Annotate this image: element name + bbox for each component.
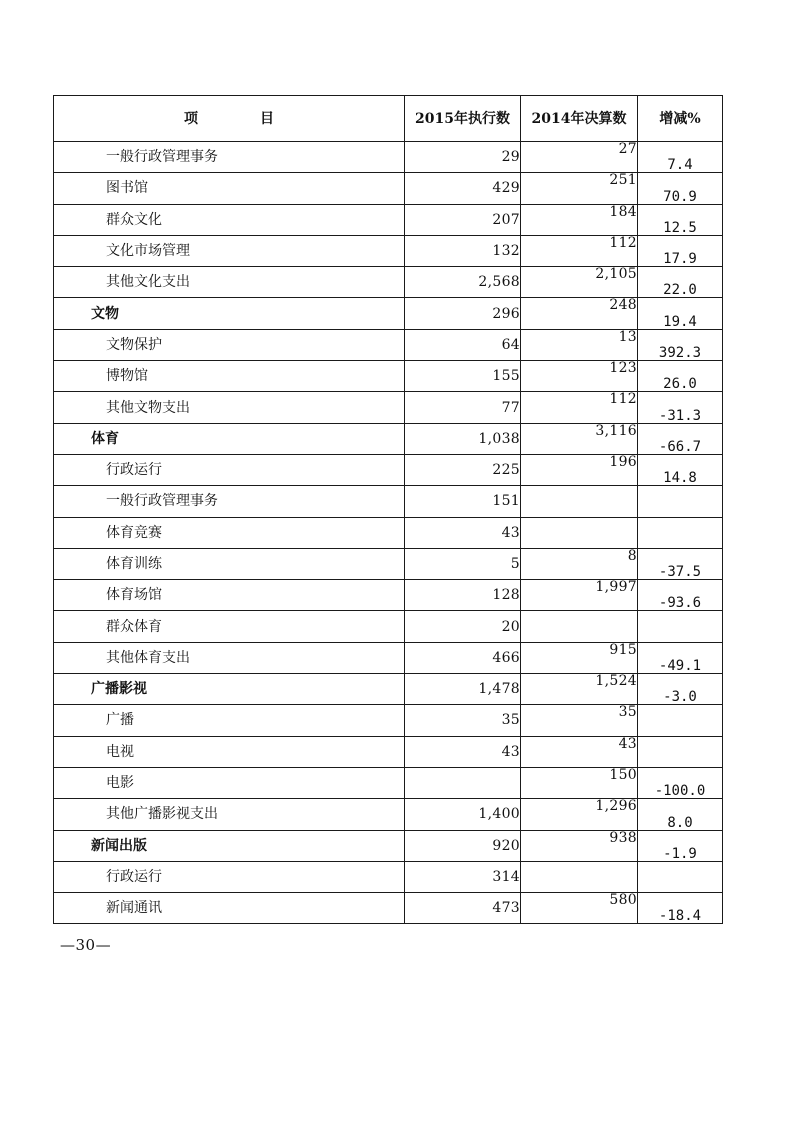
row-2014-final: 150 [521,767,638,798]
row-change-percent: 70.9 [638,173,723,204]
row-item-name: 文物保护 [54,329,405,360]
header-2014-final: 2014年决算数 [521,96,638,142]
row-2015-actual: 473 [405,893,521,924]
row-2015-actual: 429 [405,173,521,204]
row-item-name: 图书馆 [54,173,405,204]
row-2015-actual: 128 [405,580,521,611]
row-item-name: 其他体育支出 [54,642,405,673]
row-2014-final: 123 [521,361,638,392]
table-row [54,517,723,548]
row-change-percent: -93.6 [638,580,723,611]
table-row [54,611,723,642]
table-row [54,736,723,767]
row-change-percent [638,486,723,517]
row-2015-actual: 314 [405,861,521,892]
table-row [54,580,723,611]
table-row [54,767,723,798]
row-2014-final: 112 [521,235,638,266]
row-2015-actual: 43 [405,517,521,548]
row-item-name: 文化市场管理 [54,235,405,266]
row-2015-actual: 1,400 [405,799,521,830]
row-2015-actual: 296 [405,298,521,329]
table-row [54,674,723,705]
row-2015-actual: 1,478 [405,674,521,705]
row-2014-final [521,486,638,517]
table-row [54,329,723,360]
table-row [54,298,723,329]
row-2015-actual: 1,038 [405,423,521,454]
row-2014-final: 580 [521,893,638,924]
header-item: 项 目 [54,96,405,142]
row-item-name: 其他文物支出 [54,392,405,423]
row-2014-final: 1,524 [521,674,638,705]
row-change-percent: -49.1 [638,642,723,673]
row-2015-actual: 207 [405,204,521,235]
row-item-name: 新闻通讯 [54,893,405,924]
row-2014-final: 184 [521,204,638,235]
row-item-name: 行政运行 [54,861,405,892]
header-row [54,96,723,142]
row-item-name: 广播 [54,705,405,736]
row-item-name: 广播影视 [54,674,405,705]
row-2015-actual: 151 [405,486,521,517]
table-row [54,142,723,173]
row-2014-final [521,611,638,642]
row-2015-actual: 920 [405,830,521,861]
row-2014-final: 2,105 [521,267,638,298]
row-2014-final: 248 [521,298,638,329]
row-change-percent [638,861,723,892]
table-header [54,96,723,142]
row-item-name: 群众文化 [54,204,405,235]
row-change-percent: -66.7 [638,423,723,454]
row-item-name: 博物馆 [54,361,405,392]
table-row [54,893,723,924]
row-change-percent: 14.8 [638,454,723,485]
row-2014-final: 13 [521,329,638,360]
row-2015-actual: 43 [405,736,521,767]
row-item-name: 一般行政管理事务 [54,486,405,517]
row-2015-actual: 132 [405,235,521,266]
row-2014-final: 27 [521,142,638,173]
row-item-name: 一般行政管理事务 [54,142,405,173]
row-2015-actual: 20 [405,611,521,642]
table-row [54,830,723,861]
row-2014-final: 1,296 [521,799,638,830]
row-2015-actual: 5 [405,548,521,579]
budget-table [53,95,723,924]
row-change-percent: 392.3 [638,329,723,360]
row-change-percent: 12.5 [638,204,723,235]
row-2015-actual: 64 [405,329,521,360]
row-item-name: 群众体育 [54,611,405,642]
row-2014-final: 938 [521,830,638,861]
table-row [54,861,723,892]
table-row [54,705,723,736]
row-2014-final: 915 [521,642,638,673]
page-number: —30— [60,936,112,954]
table-row [54,548,723,579]
table-row [54,267,723,298]
row-item-name: 体育训练 [54,548,405,579]
row-item-name: 体育 [54,423,405,454]
table-row [54,235,723,266]
table-row [54,799,723,830]
row-change-percent: -18.4 [638,893,723,924]
row-2015-actual: 155 [405,361,521,392]
row-change-percent: -31.3 [638,392,723,423]
row-item-name: 体育竞赛 [54,517,405,548]
table-row [54,392,723,423]
row-change-percent [638,517,723,548]
row-item-name: 体育场馆 [54,580,405,611]
row-change-percent: -3.0 [638,674,723,705]
row-change-percent: 26.0 [638,361,723,392]
table-row [54,361,723,392]
row-2015-actual: 466 [405,642,521,673]
row-change-percent [638,736,723,767]
row-2014-final: 8 [521,548,638,579]
table-row [54,454,723,485]
row-2014-final: 1,997 [521,580,638,611]
row-2014-final: 35 [521,705,638,736]
row-change-percent: 7.4 [638,142,723,173]
row-2014-final [521,861,638,892]
row-item-name: 新闻出版 [54,830,405,861]
table-row [54,642,723,673]
row-2015-actual: 225 [405,454,521,485]
header-change-percent: 增减% [638,96,723,142]
row-2014-final [521,517,638,548]
row-2014-final: 196 [521,454,638,485]
table-row [54,173,723,204]
header-2015-actual: 2015年执行数 [405,96,521,142]
table-row [54,423,723,454]
row-item-name: 文物 [54,298,405,329]
row-change-percent [638,611,723,642]
row-change-percent: -100.0 [638,767,723,798]
row-change-percent: 19.4 [638,298,723,329]
row-item-name: 电视 [54,736,405,767]
row-2015-actual [405,767,521,798]
row-2014-final: 3,116 [521,423,638,454]
row-change-percent: -37.5 [638,548,723,579]
row-2015-actual: 77 [405,392,521,423]
row-2015-actual: 2,568 [405,267,521,298]
row-change-percent: -1.9 [638,830,723,861]
row-change-percent: 8.0 [638,799,723,830]
row-change-percent: 17.9 [638,235,723,266]
row-item-name: 行政运行 [54,454,405,485]
table-row [54,486,723,517]
row-change-percent [638,705,723,736]
row-2014-final: 43 [521,736,638,767]
row-item-name: 电影 [54,767,405,798]
row-2014-final: 112 [521,392,638,423]
row-2014-final: 251 [521,173,638,204]
table-row [54,204,723,235]
row-item-name: 其他广播影视支出 [54,799,405,830]
row-change-percent: 22.0 [638,267,723,298]
row-item-name: 其他文化支出 [54,267,405,298]
table-body [54,142,723,924]
row-2015-actual: 35 [405,705,521,736]
row-2015-actual: 29 [405,142,521,173]
